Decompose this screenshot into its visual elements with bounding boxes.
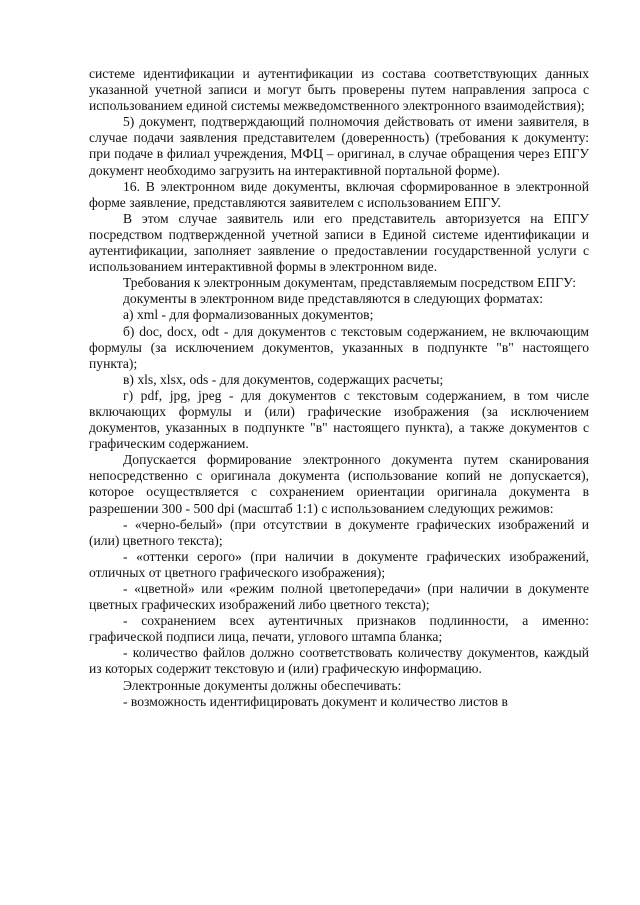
paragraph-scanning: Допускается формирование электронного документа путем сканирования непосредственно с оригинала документа (использование копий не допускается), которое осуществляется с сохранением ориентации оригинала документа в разрешении 300 - 500 dpi (масштаб 1:1) с использованием следующих режимов: (89, 452, 589, 516)
paragraph-continuation: системе идентификации и аутентификации из состава соответствующих данных указанной учетной записи и могут быть проверены путем направления запроса с использованием единой системы межведомственного электронного взаимодействия); (89, 66, 589, 114)
paragraph-item-5: 5) документ, подтверждающий полномочия действовать от имени заявителя, в случае подачи заявления представителем (доверенность) (требования к документу: при подаче в филиал учреждения, МФЦ – оригинал, в случае обращения через ЕПГУ документ необходимо загрузить на интерактивной портальной форме). (89, 114, 589, 178)
paragraph-clause-16: 16. В электронном виде документы, включая сформированное в электронной форме заявление, представляются заявителем с использованием ЕПГУ. (89, 178, 589, 210)
paragraph-requirements-heading: Требования к электронным документам, представляемым посредством ЕПГУ: (123, 275, 576, 291)
paragraph-format-b: б) doc, docx, odt - для документов с текстовым содержанием, не включающим формулы (за исключением документов, указанных в подпункте "в" настоящего пункта); (89, 323, 589, 371)
paragraph-format-a: а) xml - для формализованных документов; (123, 307, 374, 323)
paragraph-authenticity: - сохранением всех аутентичных признаков подлинности, а именно: графической подписи лица, печати, углового штампа бланка; (89, 613, 589, 645)
paragraph-identify: - возможность идентифицировать документ и количество листов в (123, 693, 508, 709)
paragraph-mode-gray: - «оттенки серого» (при наличии в документе графических изображений, отличных от цветного графического изображения); (89, 548, 589, 580)
paragraph-format-d: г) pdf, jpg, jpeg - для документов с текстовым содержанием, в том числе включающих формулы и (или) графические изображения (за исключением документов, указанных в подпункте "в" настоящего пункта), а также документов с графическим содержанием. (89, 387, 589, 452)
paragraph-mode-bw: - «черно-белый» (при отсутствии в документе графических изображений и (или) цветного текста); (89, 516, 589, 548)
paragraph-mode-color: - «цветной» или «режим полной цветопередачи» (при наличии в документе цветных графических изображений либо цветного текста); (89, 581, 589, 613)
paragraph-file-count: - количество файлов должно соответствовать количеству документов, каждый из которых содержит текстовую и (или) графическую информацию. (89, 645, 589, 677)
paragraph-authorization: В этом случае заявитель или его представитель авторизуется на ЕПГУ посредством подтвержденной учетной записи в Единой системе идентификации и аутентификации, заполняет заявление о предоставлении государственной услуги с использованием интерактивной формы в электронном виде. (89, 210, 589, 275)
paragraph-format-c: в) xls, xlsx, ods - для документов, содержащих расчеты; (123, 371, 444, 387)
paragraph-formats-intro: документы в электронном виде представляются в следующих форматах: (123, 291, 544, 307)
paragraph-must-provide: Электронные документы должны обеспечивать: (123, 677, 402, 693)
document-page (89, 66, 589, 710)
